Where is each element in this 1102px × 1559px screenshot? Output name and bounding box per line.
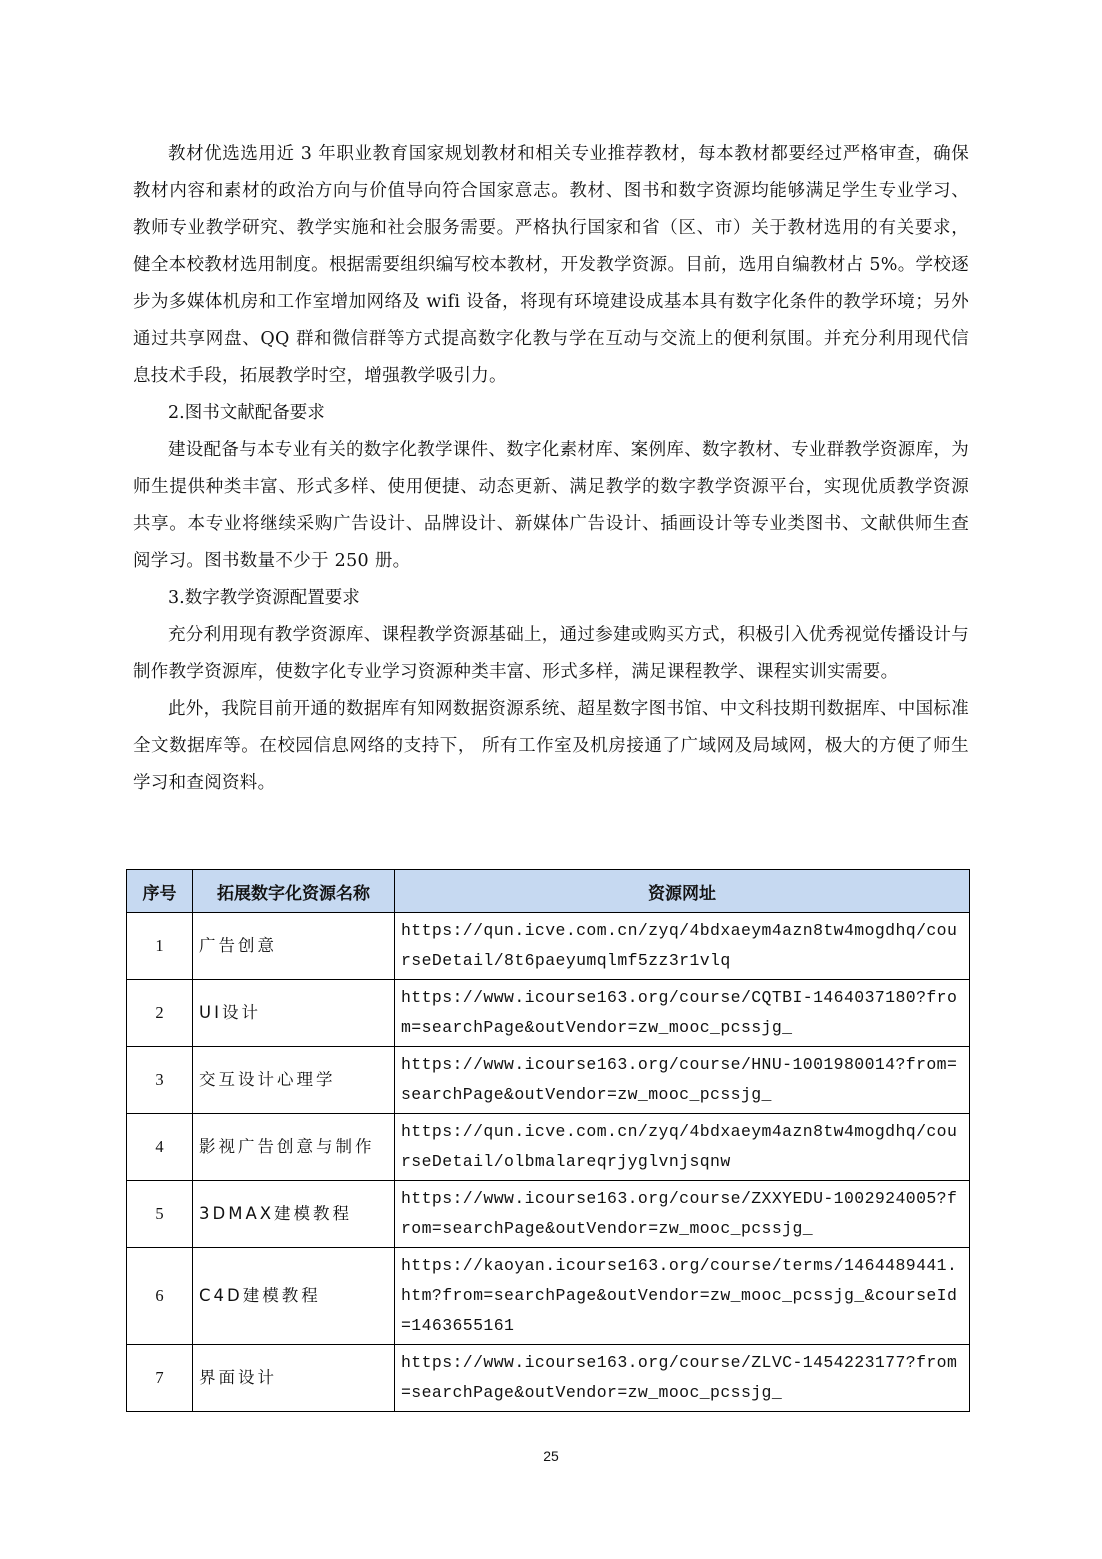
resource-name: 影视广告创意与制作 (193, 1114, 395, 1181)
table-row (127, 980, 970, 1047)
resource-url-link[interactable]: https://www.icourse163.org/course/HNU-1001980014?from=searchPage&outVendor=zw_mooc_pcssjg_ (395, 1047, 970, 1114)
column-header-number: 序号 (127, 870, 193, 913)
resource-name: UI设计 (193, 980, 395, 1047)
row-number: 6 (127, 1248, 193, 1345)
table-row (127, 1114, 970, 1181)
row-number: 4 (127, 1114, 193, 1181)
paragraph-digital-resources: 充分利用现有教学资源库、课程教学资源基础上，通过参建或购买方式，积极引入优秀视觉传播设计与制作教学资源库，使数字化专业学习资源种类丰富、形式多样，满足课程教学、课程实训实需要。 (133, 625, 969, 682)
column-header-url: 资源网址 (395, 870, 970, 913)
row-number: 5 (127, 1181, 193, 1248)
resource-url-link[interactable]: https://kaoyan.icourse163.org/course/terms/1464489441.htm?from=searchPage&outVendor=zw_mooc_pcssjg_&courseId=1463655161 (395, 1248, 970, 1345)
column-header-resource-name: 拓展数字化资源名称 (193, 870, 395, 913)
row-number: 7 (127, 1345, 193, 1412)
paragraph-library-requirements: 建设配备与本专业有关的数字化教学课件、数字化素材库、案例库、数字教材、专业群教学资源库，为师生提供种类丰富、形式多样、使用便捷、动态更新、满足教学的数字教学资源平台，实现优质教学资源共享。本专业将继续采购广告设计、品牌设计、新媒体广告设计、插画设计等专业类图书、文献供师生查阅学习。图书数量不少于 250 册。 (133, 440, 969, 571)
row-number: 1 (127, 913, 193, 980)
resource-url-link[interactable]: https://www.icourse163.org/course/ZXXYEDU-1002924005?from=searchPage&outVendor=zw_mooc_pcssjg_ (395, 1181, 970, 1248)
paragraph-textbook-selection: 教材优选选用近 3 年职业教育国家规划教材和相关专业推荐教材，每本教材都要经过严格审查，确保教材内容和素材的政治方向与价值导向符合国家意志。教材、图书和数字资源均能够满足学生专业学习、教师专业教学研究、教学实施和社会服务需要。严格执行国家和省（区、市）关于教材选用的有关要求，健全本校教材选用制度。根据需要组织编写校本教材，开发教学资源。目前，选用自编教材占 5%。学校逐步为多媒体机房和工作室增加网络及 wifi 设备，将现有环境建设成基本具有数字化条件的教学环境；另外通过共享网盘、QQ 群和微信群等方式提高数字化教与学在互动与交流上的便利氛围。并充分利用现代信息技术手段，拓展教学时空，增强教学吸引力。 (133, 144, 969, 386)
resource-name: C4D建模教程 (193, 1248, 395, 1345)
resource-name: 3DMAX建模教程 (193, 1181, 395, 1248)
row-number: 3 (127, 1047, 193, 1114)
row-number: 2 (127, 980, 193, 1047)
resource-url-link[interactable]: https://qun.icve.com.cn/zyq/4bdxaeym4azn8tw4mogdhq/courseDetail/8t6paeyumqlmf5zz3r1vlq (395, 913, 970, 980)
section-heading-digital-resources: 3.数字教学资源配置要求 (168, 588, 360, 608)
resource-url-link[interactable]: https://www.icourse163.org/course/CQTBI-1464037180?from=searchPage&outVendor=zw_mooc_pcssjg_ (395, 980, 970, 1047)
table-row (127, 1248, 970, 1345)
resource-name: 广告创意 (193, 913, 395, 980)
resource-url-link[interactable]: https://qun.icve.com.cn/zyq/4bdxaeym4azn8tw4mogdhq/courseDetail/olbmalareqrjyglvnjsqnw (395, 1114, 970, 1181)
resource-name: 交互设计心理学 (193, 1047, 395, 1114)
page-number: 25 (543, 1448, 559, 1464)
resource-name: 界面设计 (193, 1345, 395, 1412)
body-text (133, 136, 969, 802)
table-row (127, 1047, 970, 1114)
resource-url-link[interactable]: https://www.icourse163.org/course/ZLVC-1454223177?from=searchPage&outVendor=zw_mooc_pcssjg_ (395, 1345, 970, 1412)
section-heading-library: 2.图书文献配备要求 (168, 403, 325, 423)
table-row (127, 913, 970, 980)
resource-table (126, 869, 970, 1412)
table-row (127, 1181, 970, 1248)
table-header-row (127, 870, 970, 913)
table-row (127, 1345, 970, 1412)
paragraph-databases: 此外，我院目前开通的数据库有知网数据资源系统、超星数字图书馆、中文科技期刊数据库、中国标准全文数据库等。在校园信息网络的支持下， 所有工作室及机房接通了广域网及局域网，极大的方便了师生学习和查阅资料。 (133, 699, 969, 793)
